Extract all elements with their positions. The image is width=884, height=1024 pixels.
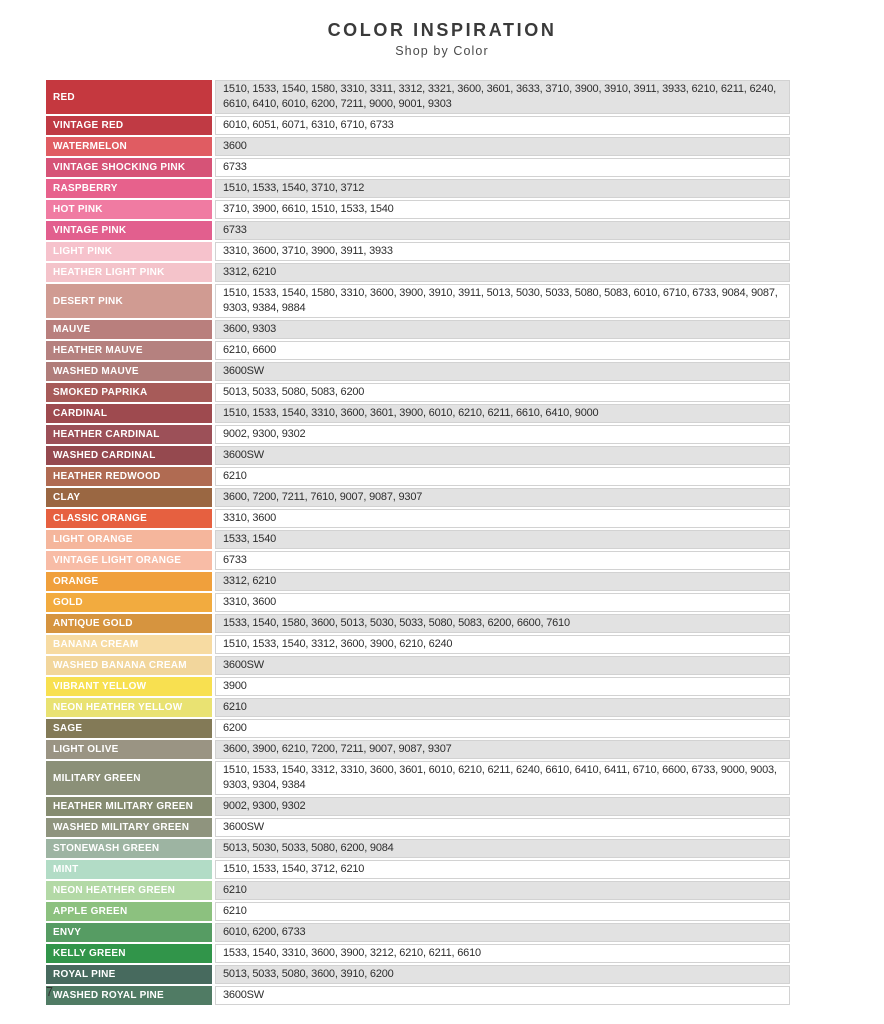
color-name-label: MILITARY GREEN <box>53 772 141 784</box>
color-values-cell: 6210, 6600 <box>215 341 790 360</box>
table-row <box>46 839 790 858</box>
color-name-label: CLASSIC ORANGE <box>53 513 148 524</box>
color-values-cell: 3310, 3600 <box>215 509 790 528</box>
color-swatch <box>46 719 212 738</box>
color-values-cell: 1510, 1533, 1540, 1580, 3310, 3600, 3900, 3910, 3911, 5013, 5030, 5033, 5080, 5083, 6010, 6710, 6733, 9084, 9087, 9303, 9384, 9884 <box>215 284 790 318</box>
color-swatch <box>46 677 212 696</box>
color-name-label: NEON HEATHER GREEN <box>53 885 176 896</box>
table-row <box>46 677 790 696</box>
table-row <box>46 698 790 717</box>
color-swatch <box>46 530 212 549</box>
color-swatch <box>46 341 212 360</box>
color-values-cell: 3600, 7200, 7211, 7610, 9007, 9087, 9307 <box>215 488 790 507</box>
color-name-label: NEON HEATHER YELLOW <box>53 702 183 713</box>
color-swatch <box>46 740 212 759</box>
page-header <box>0 20 884 58</box>
color-values-cell: 3600SW <box>215 986 790 1005</box>
color-values-cell: 3600, 3900, 6210, 7200, 7211, 9007, 9087, 9307 <box>215 740 790 759</box>
color-name-label: RED <box>53 91 75 103</box>
color-table <box>46 80 790 1007</box>
color-name-label: DESERT PINK <box>53 295 123 307</box>
color-name-label: WASHED CARDINAL <box>53 450 156 461</box>
color-swatch <box>46 698 212 717</box>
table-row <box>46 467 790 486</box>
color-name-label: RASPBERRY <box>53 183 118 194</box>
color-values-cell: 6210 <box>215 902 790 921</box>
table-row <box>46 404 790 423</box>
color-swatch <box>46 221 212 240</box>
table-row <box>46 860 790 879</box>
color-swatch <box>46 488 212 507</box>
color-values-cell: 6200 <box>215 719 790 738</box>
color-values-cell: 6210 <box>215 467 790 486</box>
table-row <box>46 179 790 198</box>
color-swatch <box>46 551 212 570</box>
table-row <box>46 881 790 900</box>
color-name-label: HEATHER LIGHT PINK <box>53 267 165 278</box>
color-values-cell: 6733 <box>215 158 790 177</box>
color-values-cell: 9002, 9300, 9302 <box>215 797 790 816</box>
table-row <box>46 509 790 528</box>
table-row <box>46 221 790 240</box>
table-row <box>46 572 790 591</box>
color-values-cell: 1510, 1533, 1540, 3710, 3712 <box>215 179 790 198</box>
table-row <box>46 761 790 795</box>
color-swatch <box>46 158 212 177</box>
table-row <box>46 362 790 381</box>
color-swatch <box>46 263 212 282</box>
color-swatch <box>46 881 212 900</box>
table-row <box>46 965 790 984</box>
color-swatch <box>46 404 212 423</box>
color-swatch <box>46 116 212 135</box>
table-row <box>46 986 790 1005</box>
table-row <box>46 614 790 633</box>
color-name-label: SMOKED PAPRIKA <box>53 387 148 398</box>
color-values-cell: 3600, 9303 <box>215 320 790 339</box>
color-values-cell: 1533, 1540 <box>215 530 790 549</box>
color-swatch <box>46 986 212 1005</box>
table-row <box>46 944 790 963</box>
color-name-label: WASHED BANANA CREAM <box>53 660 187 671</box>
table-row <box>46 137 790 156</box>
color-values-cell: 3312, 6210 <box>215 263 790 282</box>
table-row <box>46 797 790 816</box>
color-name-label: WASHED MILITARY GREEN <box>53 822 190 833</box>
color-swatch <box>46 818 212 837</box>
color-swatch <box>46 425 212 444</box>
color-name-label: APPLE GREEN <box>53 906 128 917</box>
table-row <box>46 902 790 921</box>
color-name-label: HEATHER CARDINAL <box>53 429 160 440</box>
table-row <box>46 593 790 612</box>
color-swatch <box>46 362 212 381</box>
color-values-cell: 1510, 1533, 1540, 3312, 3310, 3600, 3601, 6010, 6210, 6211, 6240, 6610, 6410, 6411, 6710, 6600, 6733, 9000, 9003, 9303, 9304, 9384 <box>215 761 790 795</box>
color-swatch <box>46 593 212 612</box>
color-name-label: ROYAL PINE <box>53 969 116 980</box>
color-swatch <box>46 635 212 654</box>
table-row <box>46 284 790 318</box>
color-swatch <box>46 137 212 156</box>
table-row <box>46 656 790 675</box>
color-swatch <box>46 80 212 114</box>
table-row <box>46 635 790 654</box>
color-values-cell: 6210 <box>215 698 790 717</box>
color-swatch <box>46 446 212 465</box>
color-swatch <box>46 320 212 339</box>
color-name-label: ENVY <box>53 927 82 938</box>
color-swatch <box>46 572 212 591</box>
table-row <box>46 341 790 360</box>
color-swatch <box>46 383 212 402</box>
color-values-cell: 1510, 1533, 1540, 1580, 3310, 3311, 3312, 3321, 3600, 3601, 3633, 3710, 3900, 3910, 3911, 3933, 6210, 6211, 6240, 6610, 6410, 6010, 6200, 7211, 9000, 9001, 9303 <box>215 80 790 114</box>
color-swatch <box>46 761 212 795</box>
color-name-label: SAGE <box>53 723 83 734</box>
color-name-label: BANANA CREAM <box>53 639 139 650</box>
page-title: COLOR INSPIRATION <box>327 20 557 40</box>
color-values-cell: 1533, 1540, 1580, 3600, 5013, 5030, 5033, 5080, 5083, 6200, 6600, 7610 <box>215 614 790 633</box>
color-swatch <box>46 944 212 963</box>
color-name-label: CLAY <box>53 492 81 503</box>
table-row <box>46 530 790 549</box>
color-swatch <box>46 200 212 219</box>
color-name-label: VIBRANT YELLOW <box>53 681 147 692</box>
color-values-cell: 6733 <box>215 221 790 240</box>
color-name-label: VINTAGE RED <box>53 120 124 131</box>
color-values-cell: 3312, 6210 <box>215 572 790 591</box>
color-name-label: STONEWASH GREEN <box>53 843 160 854</box>
color-swatch <box>46 860 212 879</box>
color-name-label: LIGHT ORANGE <box>53 534 133 545</box>
color-values-cell: 1510, 1533, 1540, 3310, 3600, 3601, 3900, 6010, 6210, 6211, 6610, 6410, 9000 <box>215 404 790 423</box>
table-row <box>46 446 790 465</box>
color-name-label: WATERMELON <box>53 141 127 152</box>
table-row <box>46 383 790 402</box>
table-row <box>46 488 790 507</box>
color-name-label: WASHED MAUVE <box>53 366 139 377</box>
color-swatch <box>46 797 212 816</box>
color-name-label: ORANGE <box>53 576 99 587</box>
color-swatch <box>46 179 212 198</box>
table-row <box>46 740 790 759</box>
color-swatch <box>46 467 212 486</box>
color-values-cell: 3710, 3900, 6610, 1510, 1533, 1540 <box>215 200 790 219</box>
color-name-label: HOT PINK <box>53 204 103 215</box>
color-name-label: MAUVE <box>53 324 91 335</box>
color-name-label: VINTAGE LIGHT ORANGE <box>53 555 182 566</box>
color-values-cell: 5013, 5030, 5033, 5080, 6200, 9084 <box>215 839 790 858</box>
table-row <box>46 80 790 114</box>
table-row <box>46 116 790 135</box>
page-number: 7 <box>46 985 53 999</box>
color-name-label: CARDINAL <box>53 408 108 419</box>
color-swatch <box>46 923 212 942</box>
color-swatch <box>46 242 212 261</box>
color-name-label: HEATHER REDWOOD <box>53 471 161 482</box>
color-values-cell: 6733 <box>215 551 790 570</box>
color-values-cell: 5013, 5033, 5080, 5083, 6200 <box>215 383 790 402</box>
table-row <box>46 719 790 738</box>
color-values-cell: 6210 <box>215 881 790 900</box>
color-name-label: GOLD <box>53 597 83 608</box>
color-swatch <box>46 656 212 675</box>
color-name-label: LIGHT OLIVE <box>53 744 119 755</box>
color-swatch <box>46 284 212 318</box>
color-swatch <box>46 902 212 921</box>
color-name-label: KELLY GREEN <box>53 948 126 959</box>
color-name-label: VINTAGE SHOCKING PINK <box>53 162 186 173</box>
color-swatch <box>46 614 212 633</box>
color-name-label: HEATHER MAUVE <box>53 345 143 356</box>
table-row <box>46 242 790 261</box>
color-values-cell: 3600 <box>215 137 790 156</box>
color-values-cell: 3600SW <box>215 656 790 675</box>
table-row <box>46 551 790 570</box>
color-values-cell: 3310, 3600 <box>215 593 790 612</box>
color-name-label: WASHED ROYAL PINE <box>53 990 164 1001</box>
table-row <box>46 263 790 282</box>
color-name-label: ANTIQUE GOLD <box>53 618 133 629</box>
color-values-cell: 3600SW <box>215 362 790 381</box>
table-row <box>46 923 790 942</box>
color-swatch <box>46 509 212 528</box>
color-values-cell: 3600SW <box>215 818 790 837</box>
color-name-label: VINTAGE PINK <box>53 225 127 236</box>
table-row <box>46 200 790 219</box>
table-row <box>46 320 790 339</box>
color-values-cell: 6010, 6200, 6733 <box>215 923 790 942</box>
table-row <box>46 158 790 177</box>
color-swatch <box>46 965 212 984</box>
table-row <box>46 818 790 837</box>
color-values-cell: 1510, 1533, 1540, 3312, 3600, 3900, 6210, 6240 <box>215 635 790 654</box>
page-subtitle: Shop by Color <box>395 44 489 58</box>
table-row <box>46 425 790 444</box>
color-values-cell: 1533, 1540, 3310, 3600, 3900, 3212, 6210, 6211, 6610 <box>215 944 790 963</box>
color-name-label: MINT <box>53 864 79 875</box>
color-values-cell: 9002, 9300, 9302 <box>215 425 790 444</box>
color-values-cell: 6010, 6051, 6071, 6310, 6710, 6733 <box>215 116 790 135</box>
color-values-cell: 1510, 1533, 1540, 3712, 6210 <box>215 860 790 879</box>
color-values-cell: 5013, 5033, 5080, 3600, 3910, 6200 <box>215 965 790 984</box>
color-swatch <box>46 839 212 858</box>
color-values-cell: 3310, 3600, 3710, 3900, 3911, 3933 <box>215 242 790 261</box>
color-name-label: LIGHT PINK <box>53 246 113 257</box>
color-values-cell: 3600SW <box>215 446 790 465</box>
color-name-label: HEATHER MILITARY GREEN <box>53 801 194 812</box>
color-values-cell: 3900 <box>215 677 790 696</box>
